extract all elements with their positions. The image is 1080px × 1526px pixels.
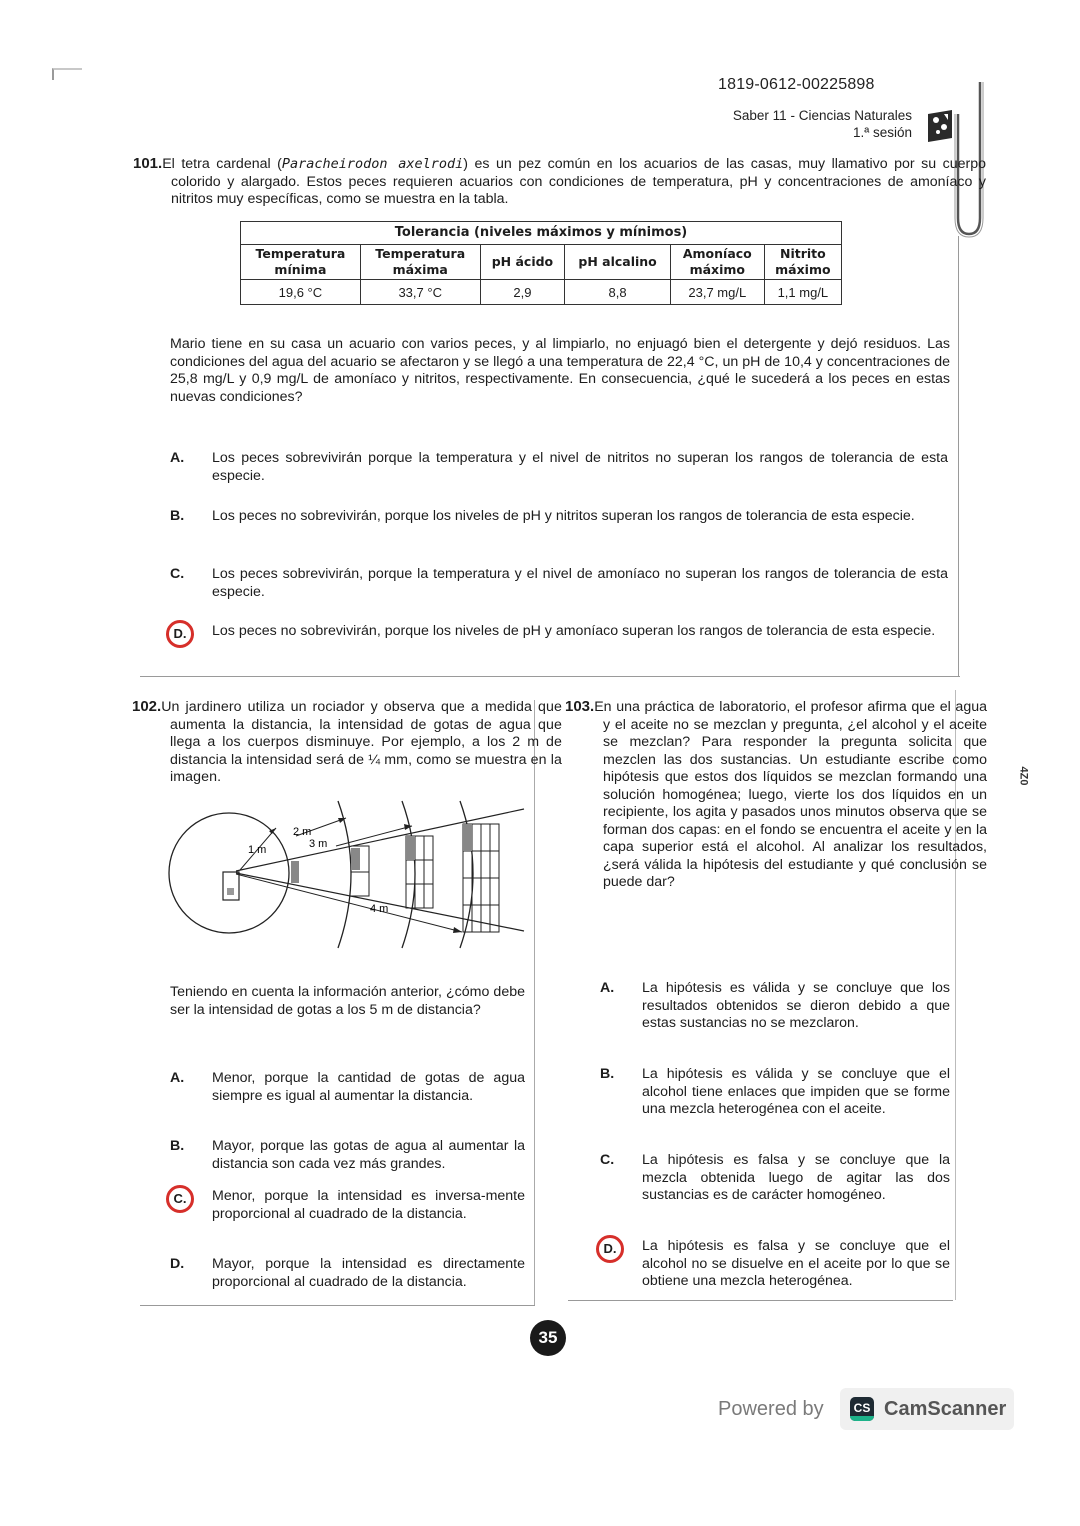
option-text: La hipótesis es falsa y se concluye que la mezcla obtenida luego de agitar las dos sustancias es de carácter homogéneo. — [642, 1152, 950, 1203]
option-letter: B. — [600, 1066, 615, 1082]
question-102-ask: Teniendo en cuenta la información anterior, ¿cómo debe ser la intensidad de gotas a los 5 m de distancia? — [170, 984, 525, 1018]
question-102-stem: 102.Un jardinero utiliza un rociador y observa que a medida que aumenta la distancia, la intensidad de gotas de agua que llega a los cuerpos disminuye. Por ejemplo, a los 2 m de distancia la intensidad será de ¼ mm, como se muestra en la imagen. — [132, 698, 562, 785]
svg-text:1 m: 1 m — [248, 844, 267, 856]
option-letter: A. — [600, 980, 615, 996]
answer-circle-icon: D. — [166, 620, 194, 648]
column-divider — [534, 700, 535, 1305]
cell-ph-acid: 2,9 — [480, 280, 565, 305]
powered-by-label: Powered by — [718, 1398, 824, 1420]
answer-circle-icon: C. — [166, 1185, 194, 1213]
scan-corner-mark — [52, 68, 82, 80]
answer-circle-icon: D. — [596, 1235, 624, 1263]
question-103-stem: 103.En una práctica de laboratorio, el profesor afirma que el agua y el aceite no se mezclan y pregunta, ¿el alcohol y el aceite se mezclan? Para responder la pregunta solicita que mezclen las dos sustancias. Un estudiante escribe como hipótesis que estos dos líquidos se mezclan formando una solución homogénea; luego, vierte los dos líquidos en un recipiente, los agita y pasados unos minutos observa que se forman dos capas: en el fondo se encuentra el aceite y en la capa superior está el alcohol. Al analizar los resultados, ¿será válida la hipótesis del estudiante y qué conclusión se puede dar? — [565, 698, 987, 890]
cell-temp-min: 19,6 °C — [241, 280, 361, 305]
cell-nitrite-max: 1,1 mg/L — [764, 280, 841, 305]
table-caption: Tolerancia (niveles máximos y mínimos) — [241, 222, 842, 245]
camscanner-brand-name: CamScanner — [884, 1398, 1007, 1420]
option-text: Los peces sobrevivirán porque la temperatura y el nivel de nitritos no superan los rangos de tolerancia de esta especie. — [212, 450, 948, 484]
option-letter: B. — [170, 508, 185, 524]
option-text: Mayor, porque la intensidad es directamente proporcional al cuadrado de la distancia. — [212, 1256, 525, 1290]
document-code: 1819-0612-00225898 — [718, 76, 875, 93]
header-ammonia-max: Amoníaco máximo — [670, 245, 764, 280]
tolerance-table — [240, 221, 842, 305]
camscanner-logo-icon: CS — [850, 1397, 874, 1421]
species-name: Paracheirodon axelrodi — [281, 156, 464, 172]
question-number: 101. — [133, 155, 163, 172]
question-101-stem: 101.El tetra cardenal (Paracheirodon axelrodi) es un pez común en los acuarios de las casas, muy llamativo por su cuerpo colorido y alargado. Estos peces requieren acuarios con condiciones de temperatura, pH y concentraciones de amoníaco y nitritos muy específicas, como se muestra en la tabla. — [133, 155, 986, 207]
cell-ammonia-max: 23,7 mg/L — [670, 280, 764, 305]
divider-bottom-right — [568, 1300, 953, 1301]
option-letter: A. — [170, 1070, 185, 1086]
table-header-row — [241, 245, 842, 280]
exam-title: Saber 11 - Ciencias Naturales — [732, 108, 912, 123]
camscanner-badge[interactable] — [840, 1388, 1014, 1430]
divider-horizontal — [140, 676, 960, 677]
option-letter: D. — [170, 1256, 185, 1272]
exam-header — [733, 107, 912, 141]
cell-temp-max: 33,7 °C — [360, 280, 480, 305]
exam-session: 1.ª sesión — [852, 125, 912, 140]
option-letter: B. — [170, 1138, 185, 1154]
svg-text:3 m: 3 m — [309, 838, 328, 850]
divider-vertical — [958, 236, 959, 676]
option-text: Los peces no sobrevivirán, porque los niveles de pH y nitritos superan los rangos de tolerancia de esta especie. — [212, 508, 915, 524]
question-number: 103. — [565, 698, 595, 715]
option-text: Los peces sobrevivirán, porque la temperatura y el nivel de amoníaco no superan los rangos de tolerancia de esta especie. — [212, 566, 948, 600]
header-nitrite-max: Nitrito máximo — [764, 245, 841, 280]
sprinkler-intensity-diagram — [166, 796, 532, 956]
header-ph-acid: pH ácido — [480, 245, 565, 280]
option-letter: C. — [600, 1152, 615, 1168]
option-text: La hipótesis es falsa y se concluye que el alcohol no se disuelve en el aceite por lo que se obtiene una mezcla heterogénea. — [642, 1238, 950, 1289]
header-ph-alkaline: pH alcalino — [565, 245, 671, 280]
table-row — [241, 280, 842, 305]
header-temp-max: Temperatura máxima — [360, 245, 480, 280]
option-text: La hipótesis es válida y se concluye que el alcohol tiene enlaces que impiden que se forme una mezcla heterogénea con el aceite. — [642, 1066, 950, 1117]
svg-text:4 m: 4 m — [370, 903, 389, 915]
option-text: Los peces no sobrevivirán, porque los niveles de pH y amoníaco superan los rangos de tolerancia de esta especie. — [212, 623, 936, 639]
option-text: Menor, porque la intensidad es inversa-mente proporcional al cuadrado de la distancia. — [212, 1188, 525, 1222]
option-letter: A. — [170, 450, 185, 466]
option-text: Menor, porque la cantidad de gotas de agua siempre es igual al aumentar la distancia. — [212, 1070, 525, 1104]
side-mark: 4Z0 — [1017, 766, 1030, 786]
cell-ph-alkaline: 8,8 — [565, 280, 671, 305]
page-number-badge: 35 — [530, 1320, 566, 1356]
option-text: La hipótesis es válida y se concluye que los resultados obtenidos se dieron debido a que estas sustancias no se mezclaron. — [642, 980, 950, 1031]
option-letter: C. — [170, 566, 185, 582]
divider-bottom-left — [140, 1305, 535, 1306]
question-number: 102. — [132, 698, 162, 715]
header-temp-min: Temperatura mínima — [241, 245, 361, 280]
option-text: Mayor, porque las gotas de agua al aumentar la distancia son cada vez más grandes. — [212, 1138, 525, 1172]
question-101-context: Mario tiene en su casa un acuario con varios peces, y al limpiarlo, no enjuagó bien el detergente y dejó residuos. Las condiciones del agua del acuario se afectaron y se llegó a una temperatura de 22,4 °C, un pH de 10,4 y concentraciones de 25,8 mg/L y 0,9 mg/L de amoníaco y nitritos, respectivamente. En consecuencia, ¿qué le sucederá a los peces en estas nuevas condiciones? — [170, 336, 950, 405]
svg-text:2 m: 2 m — [293, 826, 312, 838]
